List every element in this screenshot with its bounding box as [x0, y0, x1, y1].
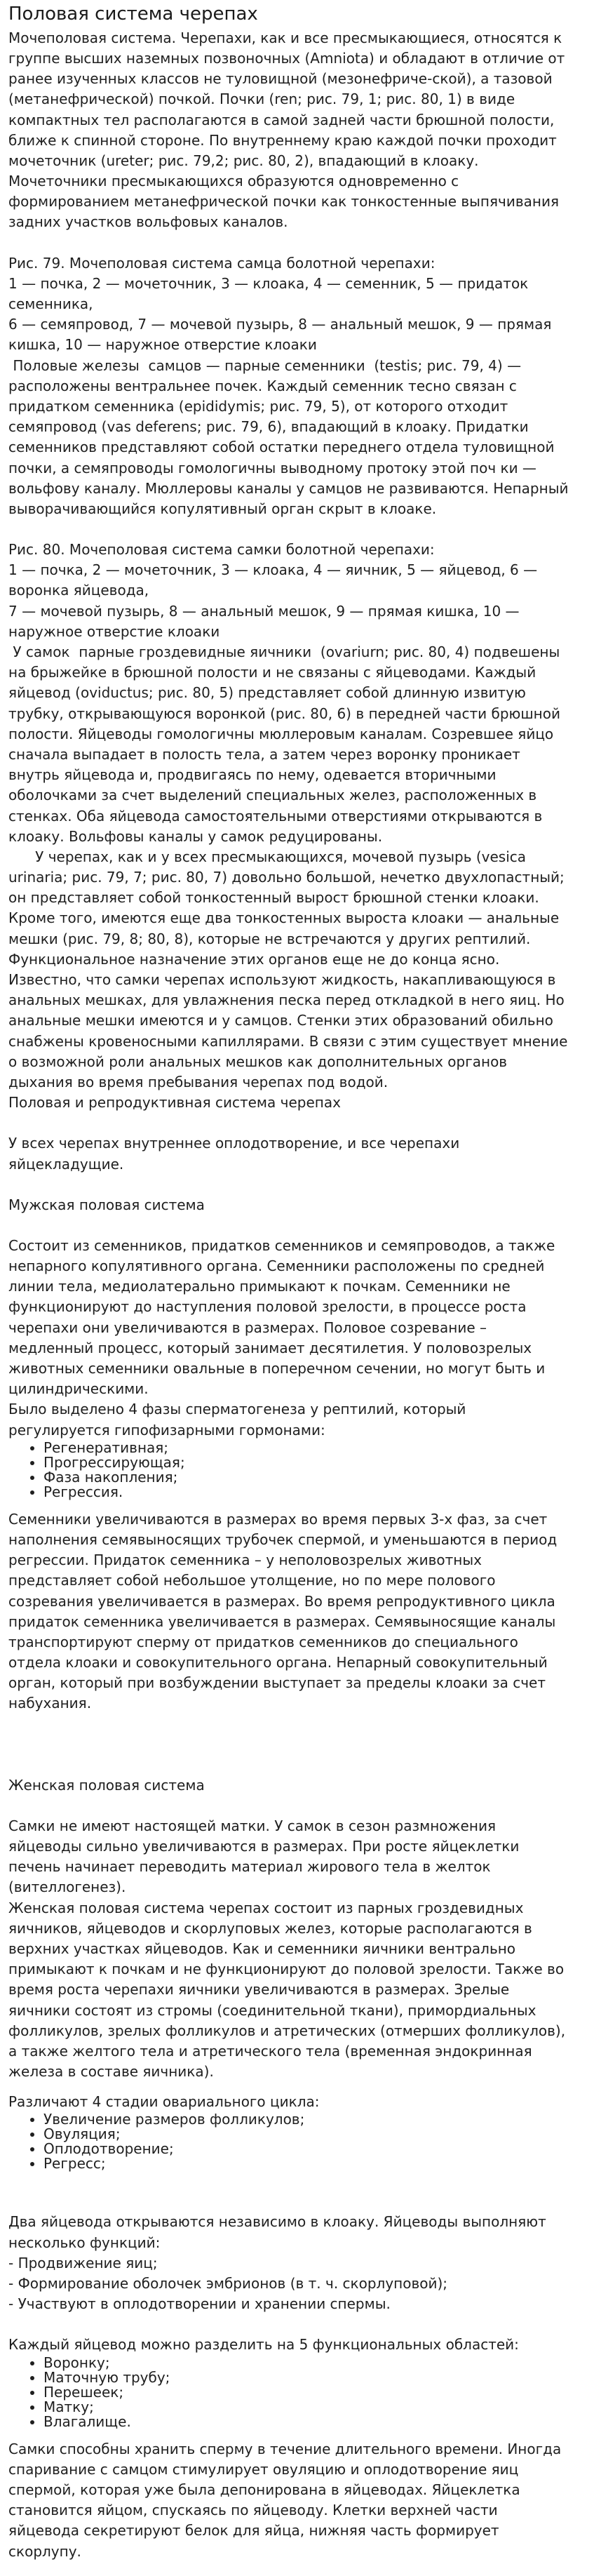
female-system-paragraph-2: Женская половая система черепах состоит из парных гроздевидных яичников, яйцеводов и скорлуповых желез, которые располагаются в верхних участках яйцеводов. Как и семенники яичники вентрально примыкают к почкам и не функционируют до половой зрелости. Также во время роста черепахи яичники увеличиваются в размерах. Зрелые яичники состоят из стромы (соединительной ткани), примордиальных фолликулов, зрелых фолликулов и атретических (отмерших фолликулов), а также желтого тела и атретического тела (временная эндокринная железа в составе яичника).	[8, 1899, 566, 2081]
ovarian-cycle-intro: Различают 4 стадии овариального цикла:	[8, 2093, 320, 2111]
spacer	[8, 1755, 569, 1775]
spacer	[8, 1500, 569, 1509]
list-item: • Влагалище.	[43, 2415, 569, 2429]
male-system-paragraph-1: Состоит из семенников, придатков семенников и семяпроводов, а также непарного копулятивного органа. Семенники расположены по средней линии тела, медиолатерально примыкают к почкам. Семенники не функционируют до наступления половой зрелости, в процессе роста черепахи они увеличиваются в размерах. Половое созревание – медленный процесс, который занимает десятилетия. У половозрелых животных семенники овальные в поперечном сечении, но могут быть и цилиндрическими.	[8, 1236, 555, 1398]
sperm-storage-paragraph: Самки способны хранить сперму в течение длительного времени. Иногда спаривание с самцом стимулирует овуляцию и оплодотворение яиц спермой, которая уже была депонирована в яйцеводах. Яйцеклетка становится яйцом, спускаясь по яйцеводу. Клетки верхней части яйцевода секретируют белок для яйца, нижняя часть формирует скорлупу.	[8, 2440, 562, 2560]
section-title: Половая и репродуктивная система черепах	[8, 1094, 341, 1112]
list-item: • Увеличение размеров фолликулов;	[43, 2112, 569, 2127]
male-glands-paragraph: Половые железы самцов — парные семенники (testis; рис. 79, 4) — расположены вентральнее почек. Каждый семенник тесно связан с придатком семенника (epididymis; рис. 79, 5), от которого отходит семяпровод (vas deferens; рис. 79, 6), впадающий в клоаку. Придатки семенников представляют собой остатки переднего отдела туловищной почки, а семяпроводы гомологичны выводному протоку этой поч ки — вольфову каналу. Мюллеровы каналы у самцов не развиваются. Непарный выворачивающийся копулятивный орган скрыт в клоаке.	[8, 356, 573, 517]
spacer	[8, 1735, 569, 1755]
spacer	[8, 1175, 569, 1195]
intro-paragraph: Мочеполовая система. Черепахи, как и все пресмыкающиеся, относятся к группе высших наземных позвоночных (Amniota) и обладают в отличие от ранее изученных классов не туловищной (мезонефриче-ской), а тазовой (метанефрической) почкой. Почки (ren; рис. 79, 1; рис. 80, 1) в виде компактных тел располагаются в самой задней части брюшной полости, ближе к спинной стороне. По внутреннему краю каждой почки проходит мочеточник (ureter; рис. 79,2; рис. 80, 2), впадающий в клоаку. Мочеточники пресмыкающихся образуются одновременно с формированием метанефрической почки как тонкостенные выпячивания задних участков вольфовых каналов.	[8, 29, 565, 231]
oviduct-function-2: - Формирование оболочек эмбрионов (в т. ч. скорлуповой);	[8, 2275, 448, 2293]
list-item: • Прогрессирующая;	[43, 1455, 569, 1470]
spacer	[8, 2191, 569, 2212]
fig79-caption-legend-2: 6 — семяпровод, 7 — мочевой пузырь, 8 — анальный мешок, 9 — прямая кишка, 10 — наружное отверстие клоаки	[8, 316, 552, 354]
spacer	[8, 2171, 569, 2191]
fertilization-paragraph: У всех черепах внутреннее оплодотворение, и все черепахи яйцекладущие.	[8, 1135, 460, 1173]
male-system-heading: Мужская половая система	[8, 1196, 205, 1213]
spacer	[8, 2429, 569, 2439]
bladder-paragraph: У черепах, как и у всех пресмыкающихся, мочевой пузырь (vesica urinaria; рис. 79, 7; рис. 80, 7) довольно большой, нечетко двухлопастный; он представляет собой тонкостенный вырост брюшной стенки клоаки. Кроме того, имеются еще два тонкостенных выроста клоаки — анальные мешки (рис. 79, 8; 80, 8), которые не встречаются у других рептилий. Функциональное назначение этих органов еще не до конца ясно. Известно, что самки черепах используют жидкость, накапливающуюся в анальных мешках, для увлажнения песка перед откладкой в него яиц. Но анальные мешки имеются и у самцов. Стенки этих образований обильно снабжены кровеносными капиллярами. В связи с этим существует мнение о возможной роли анальных мешков как дополнительных органов дыхания во время пребывания черепах под водой.	[8, 848, 572, 1090]
spacer	[8, 1796, 569, 1816]
list-item: • Матку;	[43, 2400, 569, 2415]
spacer	[8, 519, 569, 540]
oviduct-regions-list	[8, 2356, 569, 2429]
spacer	[8, 1714, 569, 1735]
spacer	[8, 1215, 569, 1236]
list-item: • Фаза накопления;	[43, 1470, 569, 1485]
male-system-paragraph-3: Семенники увеличиваются в размерах во время первых 3-х фаз, за счет наполнения семявыносящих трубочек спермой, и уменьшаются в период регрессии. Придаток семенника – у неполовозрелых животных представляет собой небольшое утолщение, но по мере полового созревания увеличивается в размерах. Во время репродуктивного цикла придаток семенника увеличивается в размерах. Семявыносящие каналы транспортируют сперму от придатков семенников до специального отдела клоаки и совокупительного органа. Непарный совокупительный орган, который при возбуждении выступает за пределы клоаки за счет набухания.	[8, 1510, 558, 1712]
spermatogenesis-phases-list	[8, 1441, 569, 1500]
spacer	[8, 1113, 569, 1133]
list-item: • Перешеек;	[43, 2385, 569, 2400]
spacer	[8, 2082, 569, 2092]
list-item: • Регресс;	[43, 2156, 569, 2171]
spacer	[8, 2314, 569, 2335]
fig79-caption-legend-1: 1 — почка, 2 — мочеточник, 3 — клоака, 4 — семенник, 5 — придаток семенника,	[8, 274, 529, 313]
oviduct-paragraph: Два яйцевода открываются независимо в клоаку. Яйцеводы выполняют несколько функций:	[8, 2213, 546, 2251]
oviduct-function-1: - Продвижение яиц;	[8, 2254, 158, 2271]
list-item: • Воронку;	[43, 2356, 569, 2370]
list-item: • Регенеративная;	[43, 1441, 569, 1455]
fig80-caption-title: Рис. 80. Мочеполовая система самки болотной черепахи:	[8, 541, 435, 559]
spacer	[8, 233, 569, 253]
fig80-caption-legend-2: 7 — мочевой пузырь, 8 — анальный мешок, 9 — прямая кишка, 10 — наружное отверстие клоаки	[8, 602, 520, 640]
list-item: • Оплодотворение;	[43, 2142, 569, 2156]
female-system-heading: Женская половая система	[8, 1776, 205, 1794]
oviduct-function-3: - Участвуют в оплодотворении и хранении спермы.	[8, 2295, 391, 2313]
list-item: • Регрессия.	[43, 1485, 569, 1500]
list-item: • Овуляция;	[43, 2127, 569, 2142]
female-glands-paragraph: У самок парные гроздевидные яичники (ovariurn; рис. 80, 4) подвешены на брыжейке в брюшной полости и не связаны с яйцеводами. Каждый яйцевод (oviductus; рис. 80, 5) представляет собой длинную извитую трубку, открывающуюся воронкой (рис. 80, 6) в передней части брюшной полости. Яйцеводы гомологичны мюллеровым каналам. Созревшее яйцо сначала выпадает в полость тела, а затем через воронку проникает внутрь яйцевода и, продвигаясь по нему, одевается вторичными оболочками за счет выделений специальных желез, расположенных в стенках. Оба яйцевода самостоятельными отверстиями открываются в клоаку. Вольфовы каналы у самок редуцированы.	[8, 643, 565, 845]
female-system-paragraph-1: Самки не имеют настоящей матки. У самок в сезон размножения яйцеводы сильно увеличиваются в размерах. При росте яйцеклетки печень начинает переводить материал жирового тела в желток (вителлогенез).	[8, 1817, 520, 1896]
oviduct-regions-intro: Каждый яйцевод можно разделить на 5 функциональных областей:	[8, 2336, 519, 2354]
page-title: Половая система черепах	[8, 4, 258, 25]
list-item: • Маточную трубу;	[43, 2370, 569, 2385]
male-system-paragraph-2: Было выделено 4 фазы сперматогенеза у рептилий, который регулируется гипофизарными гормонами:	[8, 1401, 466, 1439]
fig80-caption-legend-1: 1 — почка, 2 — мочеточник, 3 — клоака, 4 — яичник, 5 — яйцевод, 6 — воронка яйцевода,	[8, 561, 538, 599]
ovarian-stages-list	[8, 2112, 569, 2171]
fig79-caption-title: Рис. 79. Мочеполовая система самца болотной черепахи:	[8, 254, 436, 272]
